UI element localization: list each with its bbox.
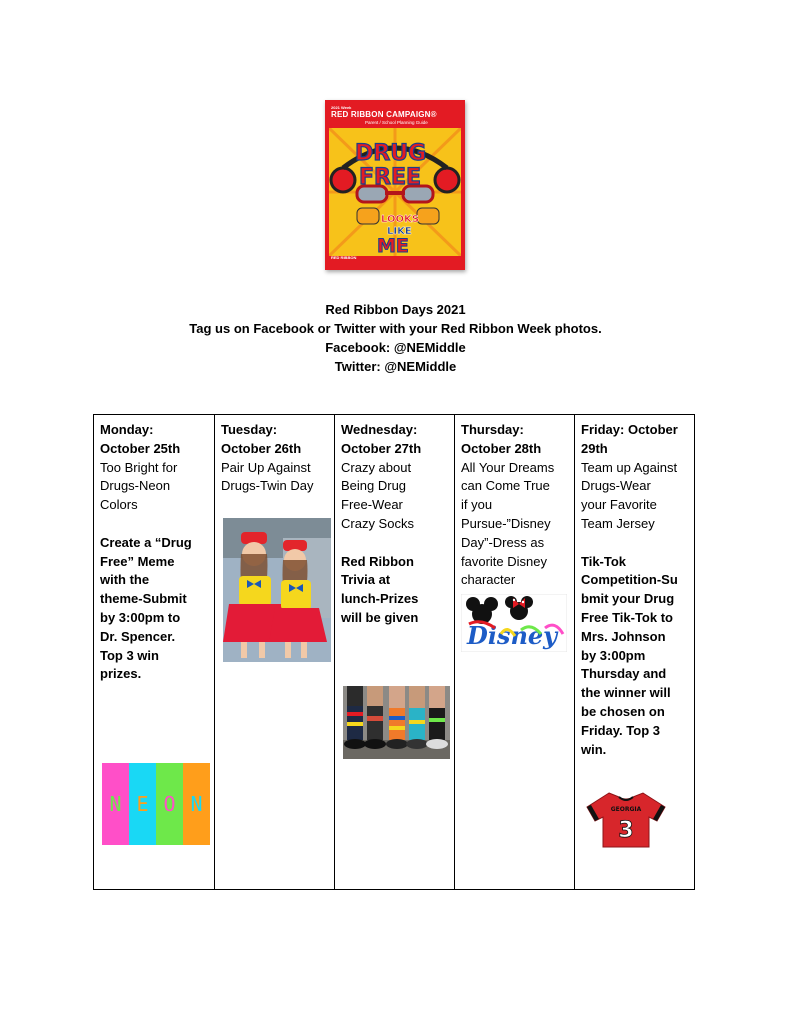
friday-theme-line: your Favorite	[581, 497, 657, 513]
friday-theme-line: Drugs-Wear	[581, 478, 651, 494]
jersey-name: GEORGIA	[610, 806, 642, 813]
facebook-handle: Facebook: @NEMiddle	[325, 340, 466, 355]
poster-artwork	[329, 128, 461, 256]
poster-word-like: LIKE	[387, 226, 412, 237]
thursday-theme-line: Pursue-”Disney	[461, 515, 551, 531]
red-ribbon-poster	[325, 100, 465, 270]
poster-word-free: FREE	[359, 165, 422, 190]
neon-letter-o: O	[163, 792, 176, 816]
wednesday-extra-line: lunch-Prizes	[341, 591, 419, 607]
poster-campaign: RED RIBBON CAMPAIGN®	[331, 110, 437, 119]
monday-extra-line: Create a “Drug	[100, 534, 192, 550]
neon-image	[102, 763, 210, 845]
monday-column	[94, 415, 215, 889]
poster-word-me: ME	[377, 235, 409, 256]
friday-extra-line: Friday. Top 3	[581, 722, 660, 738]
friday-extra-line: the winner will	[581, 685, 671, 701]
friday-extra-line: Tik-Tok	[581, 553, 627, 569]
poster-word-drug: DRUG	[355, 141, 427, 166]
monday-extra-line: by 3:00pm to	[100, 609, 181, 625]
friday-theme-line: Team Jersey	[581, 515, 655, 531]
thursday-day: Thursday:	[461, 422, 524, 437]
jersey-number: 3	[618, 818, 634, 843]
friday-day-date: 29th	[581, 440, 608, 456]
tuesday-column	[215, 415, 335, 889]
friday-extra-line: Mrs. Johnson	[581, 628, 666, 644]
poster-word-looks: LOOKS	[381, 214, 419, 225]
thursday-theme-line: character	[461, 572, 516, 588]
monday-theme-line: Colors	[100, 497, 138, 513]
friday-theme-line: Team up Against	[581, 459, 678, 475]
friday-extra-line: Free Tik-Tok to	[581, 609, 673, 625]
wednesday-column	[335, 415, 455, 889]
thursday-theme-line: favorite Disney	[461, 553, 547, 569]
wednesday-theme-line: Free-Wear	[341, 497, 403, 513]
wednesday-day: Wednesday:	[341, 422, 418, 437]
tuesday-theme-line: Pair Up Against	[221, 459, 311, 475]
thursday-theme-line: can Come True	[461, 478, 550, 494]
team-jersey-image	[585, 789, 667, 849]
wednesday-theme-line: Crazy Socks	[341, 515, 414, 531]
monday-extra-line: with the	[100, 572, 150, 588]
page-title: Red Ribbon Days 2021	[325, 302, 466, 317]
schedule-table	[93, 414, 695, 890]
thursday-date: October 28th	[461, 440, 542, 456]
monday-extra-line: theme-Submit	[100, 591, 187, 607]
twin-day-photo	[223, 518, 331, 662]
friday-competition-bold: Competition	[581, 572, 657, 588]
crazy-socks-photo	[343, 686, 450, 759]
friday-extra-line: be chosen on	[581, 703, 665, 719]
friday-extra-line: win.	[581, 741, 607, 757]
thursday-column	[455, 415, 575, 889]
poster-subtitle: Parent / School Planning Guide	[365, 120, 428, 125]
poster-year: 2021 Week	[331, 105, 352, 110]
wednesday-extra-line: Trivia at	[341, 572, 391, 588]
disney-wordmark: Disney	[467, 621, 558, 650]
tuesday-theme-line: Drugs-Twin Day	[221, 478, 314, 494]
monday-extra-line: Free” Meme	[100, 553, 175, 569]
wednesday-theme-line: Crazy about	[341, 459, 412, 475]
friday-competition-rest: -Su	[656, 572, 678, 588]
neon-letter-n: N	[109, 792, 122, 816]
wednesday-extra-line: Red Ribbon	[341, 553, 414, 569]
thursday-theme-line: Day”-Dress as	[461, 534, 545, 550]
poster-footer: RED RIBBON	[331, 255, 357, 260]
neon-letter-e: E	[136, 792, 149, 816]
friday-day-date: Friday: October	[581, 422, 678, 437]
tuesday-day: Tuesday:	[221, 422, 278, 437]
thursday-theme-line: All Your Dreams	[461, 459, 555, 475]
tagline: Tag us on Facebook or Twitter with your Red Ribbon Week photos.	[189, 321, 602, 336]
wednesday-extra-line: will be given	[341, 609, 419, 625]
monday-theme-line: Too Bright for	[100, 459, 178, 475]
monday-theme-line: Drugs-Neon	[100, 478, 171, 494]
tuesday-date: October 26th	[221, 440, 302, 456]
twitter-handle: Twitter: @NEMiddle	[334, 359, 457, 374]
friday-extra-line: bmit your Drug	[581, 591, 675, 607]
monday-day: Monday:	[100, 422, 154, 437]
monday-date: October 25th	[100, 440, 181, 456]
friday-extra-line: Thursday and	[581, 666, 667, 682]
monday-extra-line: Top 3 win	[100, 647, 159, 663]
neon-letter-n: N	[190, 792, 203, 816]
friday-extra-line: by 3:00pm	[581, 647, 646, 663]
friday-column	[575, 415, 696, 889]
thursday-theme-line: if you	[461, 497, 493, 513]
monday-extra-line: prizes.	[100, 666, 142, 682]
disney-logo	[461, 594, 567, 652]
friday-extra-line	[581, 571, 696, 590]
monday-extra-line: Dr. Spencer.	[100, 628, 176, 644]
wednesday-date: October 27th	[341, 440, 422, 456]
wednesday-theme-line: Being Drug	[341, 478, 407, 494]
